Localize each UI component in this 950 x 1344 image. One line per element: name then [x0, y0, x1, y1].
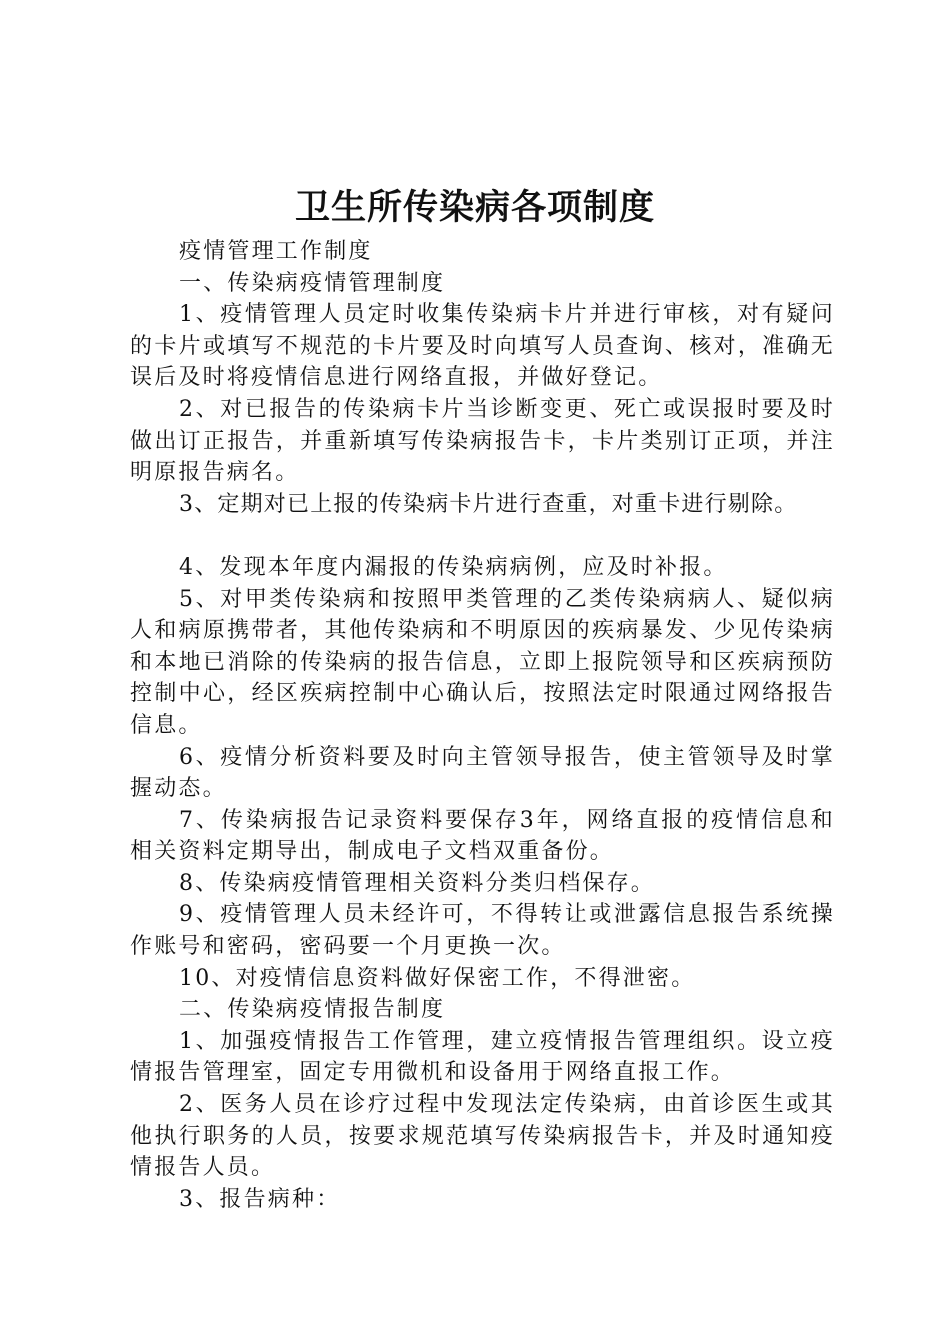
paragraph: 2、医务人员在诊疗过程中发现法定传染病，由首诊医生或其他执行职务的人员，按要求规范填写传染病报告卡，并及时通知疫情报告人员。 [130, 1092, 835, 1181]
section-heading: 疫情管理工作制度 [179, 239, 373, 264]
document-title: 卫生所传染病各项制度 [294, 188, 655, 228]
paragraph: 10、对疫情信息资料做好保密工作，不得泄密。 [179, 965, 696, 991]
paragraph: 8、传染病疫情管理相关资料分类归档保存。 [179, 870, 655, 896]
paragraph: 2、对已报告的传染病卡片当诊断变更、死亡或误报时要及时做出订正报告，并重新填写传染病报告卡，卡片类别订正项，并注明原报告病名。 [130, 396, 835, 486]
document-body [130, 236, 835, 1215]
paragraph: 4、发现本年度内漏报的传染病病例，应及时补报。 [179, 554, 728, 580]
paragraph: 7、传染病报告记录资料要保存3年，网络直报的疫情信息和相关资料定期导出，制成电子文档双重备份。 [130, 807, 835, 865]
blank-line [130, 520, 835, 552]
paragraph: 6、疫情分析资料要及时向主管领导报告，使主管领导及时掌握动态。 [130, 744, 835, 802]
paragraph: 3、报告病种： [179, 1186, 341, 1212]
paragraph: 9、疫情管理人员未经许可，不得转让或泄露信息报告系统操作账号和密码，密码要一个月更换一次。 [130, 902, 835, 960]
paragraph: 5、对甲类传染病和按照甲类管理的乙类传染病病人、疑似病人和病原携带者，其他传染病和不明原因的疾病暴发、少见传染病和本地已消除的传染病的报告信息，立即上报院领导和区疾病预防控制中心，经区疾病控制中心确认后，按照法定时限通过网络报告信息。 [130, 586, 835, 738]
paragraph: 1、加强疫情报告工作管理，建立疫情报告管理组织。设立疫情报告管理室，固定专用微机和设备用于网络直报工作。 [130, 1028, 835, 1086]
section-heading: 二、传染病疫情报告制度 [179, 997, 446, 1023]
section-heading: 一、传染病疫情管理制度 [179, 270, 446, 296]
paragraph: 1、疫情管理人员定时收集传染病卡片并进行审核，对有疑问的卡片或填写不规范的卡片要及时向填写人员查询、核对，准确无误后及时将疫情信息进行网络直报，并做好登记。 [130, 302, 835, 391]
paragraph: 3、定期对已上报的传染病卡片进行查重，对重卡进行剔除。 [179, 491, 798, 517]
